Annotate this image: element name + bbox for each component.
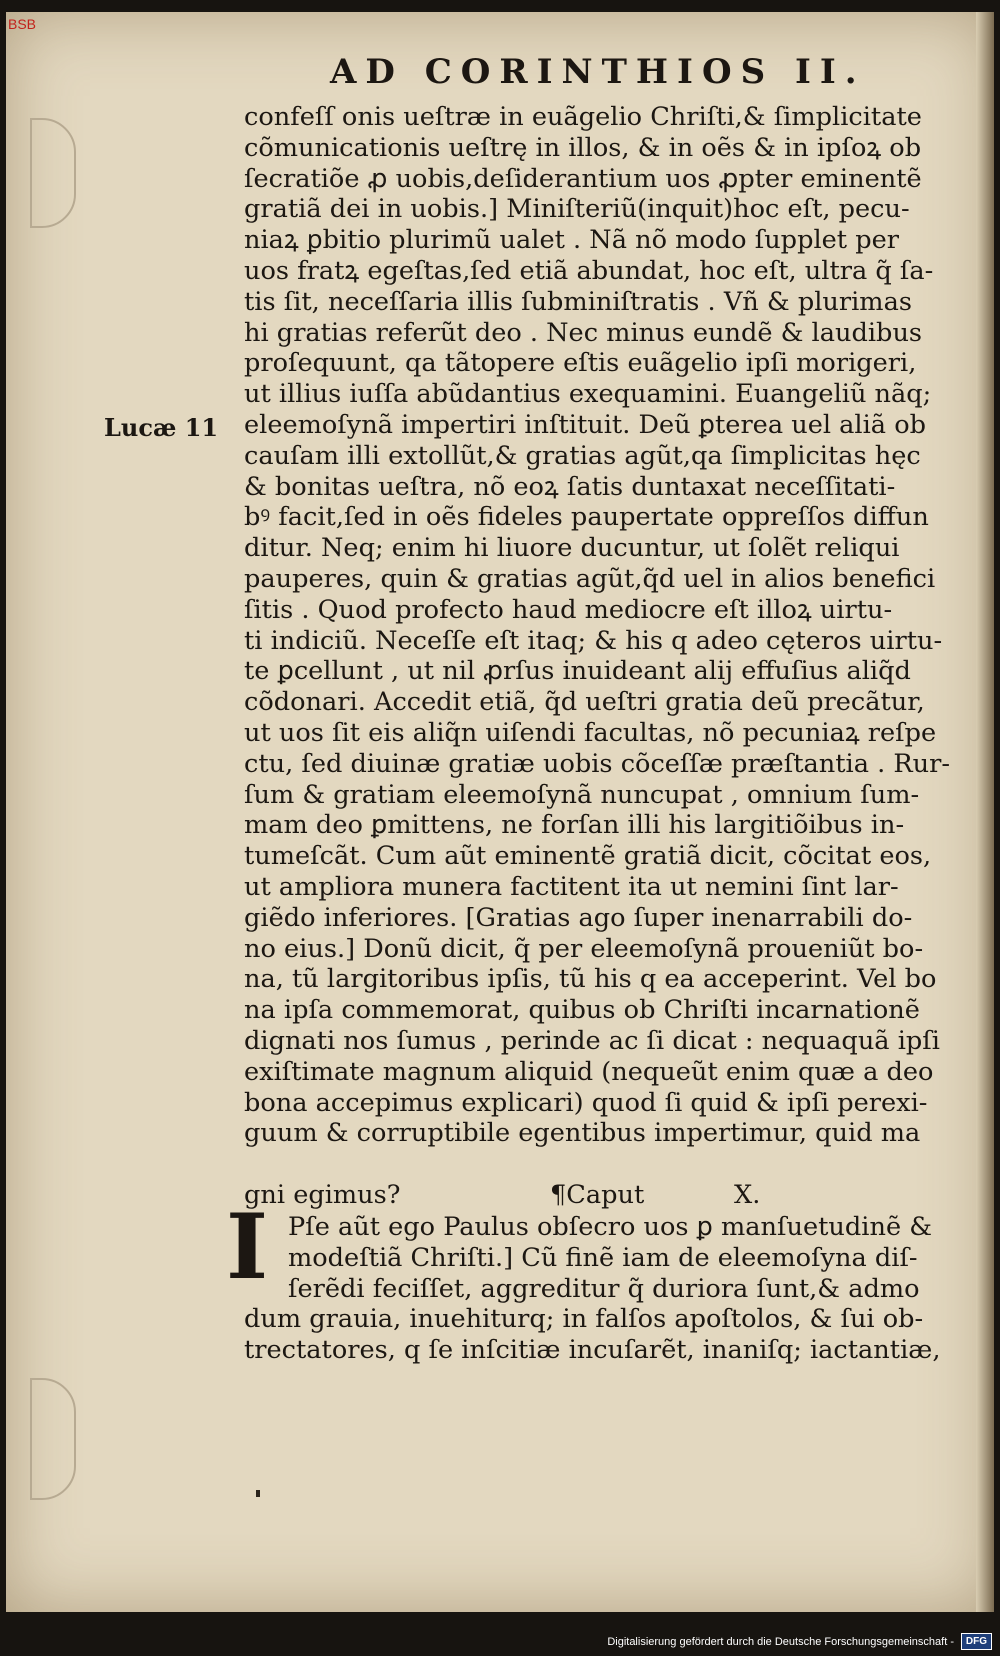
binding-clip-top: [30, 118, 76, 228]
text-line: cõmunicationis ueſtrę in illos, & in oẽs & in ipſoꝝ ob: [244, 132, 922, 163]
dfg-logo: DFG: [961, 1633, 992, 1650]
chapter-heading-row: [244, 1180, 954, 1212]
commentary-body: [244, 102, 954, 1149]
text-line: ſitis . Quod profecto haud mediocre eſt illoꝝ uirtu-: [244, 594, 893, 625]
text-line: tumeſcãt. Cum aũt eminentẽ gratiã dicit, cõcitat eos,: [244, 841, 932, 872]
chapter-number: X.: [734, 1180, 761, 1210]
text-line: ſerẽdi feciſſet, aggreditur q̃ duriora ſunt,& admo: [288, 1273, 920, 1304]
text-line: dignati nos ſumus , perinde ac ſi dicat : nequaquã ipſi: [244, 1025, 940, 1056]
library-stamp: BSB: [8, 16, 37, 32]
text-line: gni egimus?: [244, 1180, 401, 1210]
text-line: gratiã dei in uobis.] Miniſteriũ(inquit)hoc eſt, pecu-: [244, 194, 910, 225]
pilcrow-mark: ¶: [550, 1180, 567, 1210]
running-head: AD CORINTHIOS II.: [330, 52, 866, 92]
text-line: te ꝑcellunt , ut nil ꝓrſus inuideant alij effuſius aliq̃d: [244, 656, 911, 687]
page-right-edge: [976, 12, 994, 1612]
text-line: no eius.] Donũ dicit, q̃ per eleemoſynã proueniũt bo-: [244, 933, 924, 964]
text-line: ditur. Neq; enim hi liuore ducuntur, ut ſolẽt reliqui: [244, 533, 900, 564]
text-line: trectatores, q ſe inſcitiæ incuſarẽt, inaniſq; iactantiæ,: [244, 1335, 941, 1366]
text-line: giẽdo inferiores. [Gratias ago ſuper inenarrabili do-: [244, 902, 913, 933]
text-line: & bonitas ueſtra, nõ eoꝝ ſatis duntaxat neceſſitati-: [244, 471, 896, 502]
text-line: dum grauia, inuehiturq; in falſos apoſtolos, & ſui ob-: [244, 1304, 924, 1335]
text-line: Pſe aũt ego Paulus obſecro uos ꝑ manſuetudinẽ &: [288, 1212, 933, 1242]
footer-bar: [0, 1626, 1000, 1656]
text-line: tis ſit, neceſſaria illis ſubminiſtratis . Vñ & plurimas: [244, 286, 912, 317]
text-line: ſum & gratiam eleemoſynã nuncupat , omnium ſum-: [244, 779, 920, 810]
text-line: ti indiciũ. Neceſſe eſt itaq; & his q adeo cęteros uirtu-: [244, 625, 943, 656]
chapter-heading-label: Caput: [566, 1180, 645, 1210]
text-line: eleemoſynã impertiri inſtituit. Deũ ꝑterea uel aliã ob: [244, 409, 926, 440]
text-line: guum & corruptibile egentibus impertimur, quid ma: [244, 1118, 921, 1149]
text-line: pauperes, quin & gratias agũt,q̃d uel in alios benefici: [244, 563, 936, 594]
text-line: mam deo ꝑmittens, ne forſan illi his largitiõibus in-: [244, 810, 905, 841]
funding-credit: Digitalisierung gefördert durch die Deutsche Forschungsgemeinschaft -: [607, 1636, 954, 1648]
text-line: niaꝝ ꝑbitio plurimũ ualet . Nã nõ modo ſupplet per: [244, 225, 899, 256]
text-line: uos fratꝝ egeſtas,ſed etiã abundat, hoc eſt, ultra q̃ ſa-: [244, 255, 934, 286]
ink-speck: [256, 1490, 260, 1497]
margin-note: Lucæ 11: [104, 413, 219, 442]
text-line: na, tũ largitoribus ipſis, tũ his q ea acceperint. Vel bo: [244, 964, 937, 995]
text-line: na ipſa commemorat, quibus ob Chriſti incarnationẽ: [244, 995, 920, 1026]
text-line: hi gratias referũt deo . Nec minus eundẽ & laudibus: [244, 317, 923, 348]
binding-clip-bottom: [30, 1378, 76, 1500]
text-line: proſequunt, qa tãtopere eſtis euãgelio ipſi morigeri,: [244, 348, 917, 379]
text-line: ſecratiõe ꝓ uobis,deſiderantium uos ꝓpter eminentẽ: [244, 163, 922, 194]
text-line: ctu, ſed diuinæ gratiæ uobis cõceſſæ præſtantia . Rur-: [244, 748, 951, 779]
chapter-heading: [550, 1180, 644, 1211]
text-line: confeſſ onis ueſtræ in euãgelio Chriſti,& ſimplicitate: [244, 102, 922, 132]
text-line: bꝰ facit,ſed in oẽs fideles paupertate oppreſſos diffun: [244, 502, 929, 533]
text-line: modeſtiã Chriſti.] Cũ finẽ iam de eleemoſyna diſ-: [288, 1242, 918, 1273]
text-line: cauſam illi extollũt,& gratias agũt,qa ſimplicitas hęc: [244, 440, 921, 471]
text-line: exiſtimate magnum aliquid (nequeũt enim quæ a deo: [244, 1056, 934, 1087]
drop-cap: I: [226, 1194, 269, 1300]
text-line: ut ampliora munera factitent ita ut nemini ſint lar-: [244, 871, 899, 902]
text-line: cõdonari. Accedit etiã, q̃d ueſtri gratia deũ precãtur,: [244, 687, 925, 718]
text-line: ut illius iuſſa abũdantius exequamini. Euangeliũ nãq;: [244, 379, 932, 410]
text-line: ut uos ſit eis aliq̃n uiſendi facultas, nõ pecuniaꝝ reſpe: [244, 717, 937, 748]
chapter-body: [244, 1212, 954, 1366]
text-line: bona accepimus explicari) quod ſi quid & ipſi perexi-: [244, 1087, 928, 1118]
